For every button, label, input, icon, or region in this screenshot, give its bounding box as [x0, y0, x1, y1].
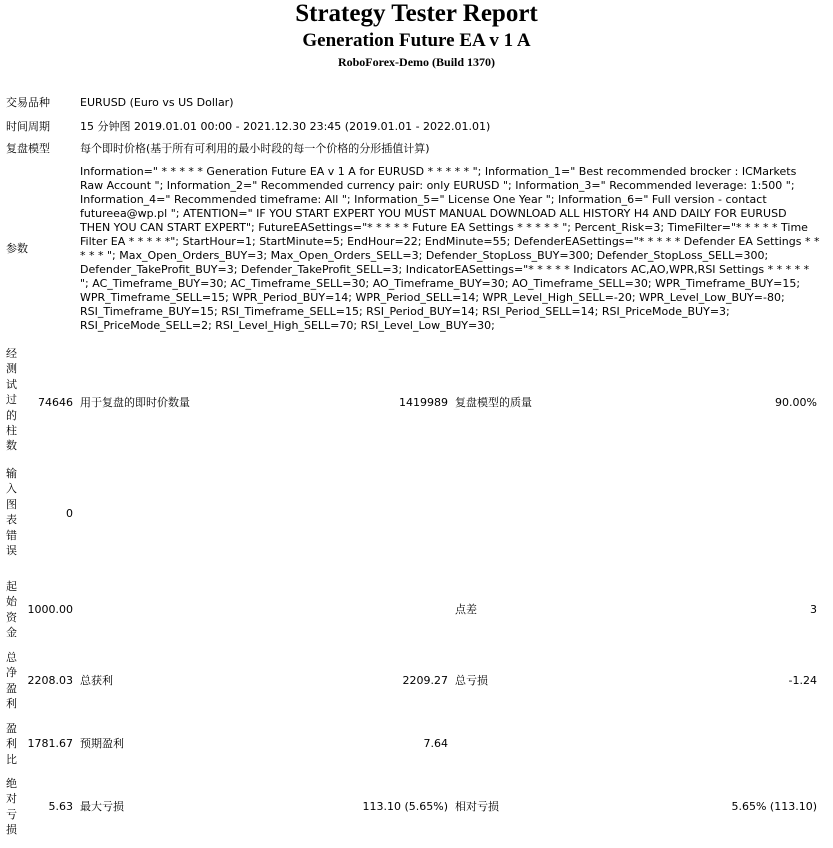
max-drawdown-value: 113.10 (5.65%): [362, 800, 448, 813]
gross-loss-value: -1.24: [788, 674, 817, 687]
quality-label: 复盘模型的质量: [455, 396, 532, 409]
expert-name: Generation Future EA v 1 A: [302, 30, 531, 51]
errors-label: 输入图表错误: [6, 467, 17, 558]
max-drawdown-label: 最大亏损: [80, 800, 124, 813]
net-profit-value: 2208.03: [27, 674, 73, 687]
payoff-value: 7.64: [423, 737, 448, 750]
ticks-label: 用于复盘的即时价数量: [80, 396, 190, 409]
symbol-label: 交易品种: [6, 96, 50, 109]
abs-drawdown-label: 绝对亏损: [6, 777, 17, 837]
spread-label: 点差: [455, 603, 477, 616]
deposit-label: 起始资金: [6, 580, 17, 640]
model-label: 复盘模型: [6, 142, 50, 155]
gross-profit-label: 总获利: [80, 674, 113, 687]
spread-value: 3: [810, 603, 817, 616]
quality-value: 90.00%: [775, 396, 817, 409]
profit-factor-label: 盈利比: [6, 722, 17, 766]
model-value: 每个即时价格(基于所有可利用的最小时段的每一个价格的分形插值计算): [80, 142, 430, 155]
abs-drawdown-value: 5.63: [48, 800, 73, 813]
server-build: RoboForex-Demo (Build 1370): [337, 55, 496, 69]
rel-drawdown-value: 5.65% (113.10): [731, 800, 817, 813]
net-profit-label: 总净盈利: [6, 651, 17, 711]
params-label: 参数: [6, 242, 28, 255]
gross-profit-value: 2209.27: [402, 674, 448, 687]
payoff-label: 预期盈利: [80, 737, 124, 750]
symbol-value: EURUSD (Euro vs US Dollar): [80, 96, 234, 109]
params-value: Information=" * * * * * Generation Future EA v 1 A for EURUSD * * * * * "; Information_1=" Best recommended brocker : ICMarkets Raw Account "; Information_2=" Recommended currency pair: only EURUSD "; Information_3=" Recommended leverage: 1:500 "; Information_4=" Recommended timeframe: All "; Information_5=" License One Year "; Information_6=" Full version - contact futureea@wp.pl "; ATENTION=" IF YOU START EXPERT YOU MUST MANUAL DOWNLOAD ALL HISTORY H4 AND DAILY FOR EURUSD THEN YOU CAN START EXPERT"; FutureEASettings="* * * * * Future EA Settings * * * * * "; Percent_Risk=3; TimeFilter="* * * * * Time Filter EA * * * * *"; StartHour=1; StartMinute=5; EndHour=22; EndMinute=55; DefenderEASettings="* * * * * Defender EA Settings * * * * * "; Max_Open_Orders_BUY=3; Max_Open_Orders_SELL=3; Defender_StopLoss_BUY=300; Defender_StopLoss_SELL=300; Defender_TakeProfit_BUY=3; Defender_TakeProfit_SELL=3; IndicatorEASettings="* * * * * Indicators AC,AO,WPR,RSI Settings * * * * * "; AC_Timeframe_BUY=30; AC_Timeframe_SELL=30; AO_Timeframe_BUY=30; AO_Timeframe_SELL=30; WPR_Timeframe_BUY=15; WPR_Timeframe_SELL=15; WPR_Period_BUY=14; WPR_Period_SELL=14; WPR_Level_High_SELL=-20; WPR_Level_Low_BUY=-80; RSI_Timeframe_BUY=15; RSI_Timeframe_SELL=15; RSI_Period_BUY=14; RSI_Period_SELL=14; RSI_PriceMode_BUY=3; RSI_PriceMode_SELL=2; RSI_Level_High_SELL=70; RSI_Level_Low_BUY=30;: [80, 165, 820, 332]
bars-value: 74646: [38, 396, 73, 409]
rel-drawdown-label: 相对亏损: [455, 800, 499, 813]
deposit-value: 1000.00: [27, 603, 73, 616]
profit-factor-value: 1781.67: [27, 737, 73, 750]
errors-value: 0: [66, 507, 73, 520]
report-title: Strategy Tester Report: [295, 0, 538, 27]
gross-loss-label: 总亏损: [455, 674, 488, 687]
ticks-value: 1419989: [399, 396, 448, 409]
period-value: 15 分钟图 2019.01.01 00:00 - 2021.12.30 23:45 (2019.01.01 - 2022.01.01): [80, 120, 491, 133]
bars-label: 经测试过的柱数: [6, 347, 17, 453]
period-label: 时间周期: [6, 120, 50, 133]
